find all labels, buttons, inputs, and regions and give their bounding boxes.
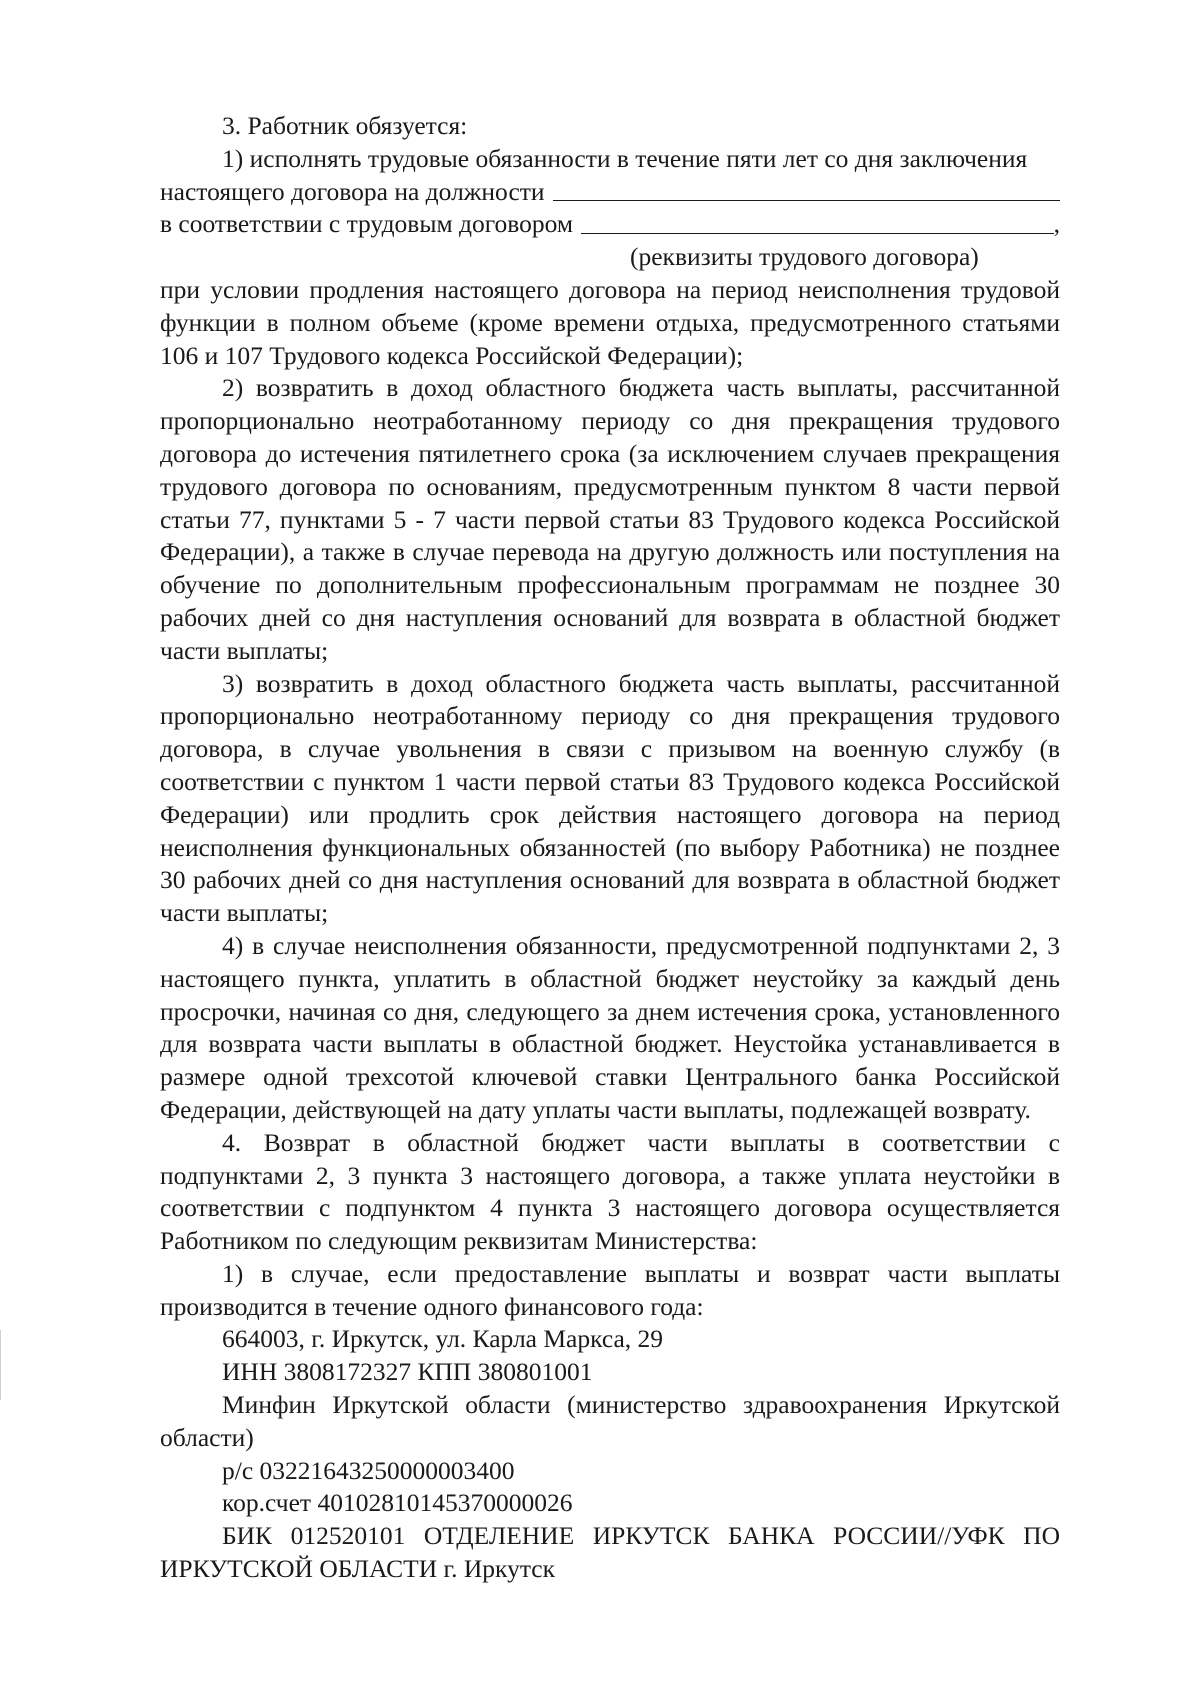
contract-fill-row (160, 208, 1060, 241)
requisite-address: 664003, г. Иркутск, ул. Карла Маркса, 29 (222, 1324, 664, 1354)
contract-label: в соответствии с трудовым договором (160, 209, 574, 239)
item-3-3: 3) возвратить в доход областного бюджета часть выплаты, рассчитанной пропорционально неотработанному периоду со дня прекращения трудового договора, в случае увольнения в связи с призывом на военную службу (в соответствии с пунктом 1 части первой статьи 83 Трудового кодекса Российской Федерации) или продлить срок действия настоящего договора на период неисполнения функциональных обязанностей (по выбору Работника) не позднее 30 рабочих дней со дня наступления оснований для возврата в областной бюджет части выплаты; (160, 668, 1060, 928)
document-body (160, 110, 1060, 1586)
requisite-bik-bank: БИК 012520101 ОТДЕЛЕНИЕ ИРКУТСК БАНКА РОССИИ//УФК ПО ИРКУТСКОЙ ОБЛАСТИ г. Иркутск (160, 1521, 1060, 1584)
item-3-2: 2) возвратить в доход областного бюджета часть выплаты, рассчитанной пропорционально неотработанному периоду со дня прекращения трудового договора до истечения пятилетнего срока (за исключением случаев прекращения трудового договора по основаниям, предусмотренным пунктом 8 части первой статьи 77, пунктами 5 - 7 части первой статьи 83 Трудового кодекса Российской Федерации), а также в случае перевода на другую должность или поступления на обучение по дополнительным профессиональным программам не позднее 30 рабочих дней со дня наступления оснований для возврата в областной бюджет части выплаты; (160, 373, 1060, 665)
requisite-inn-kpp: ИНН 3808172327 КПП 380801001 (222, 1357, 593, 1387)
item-3-4: 4) в случае неисполнения обязанности, предусмотренной подпунктами 2, 3 настоящего пункта, уплатить в областной бюджет неустойку за каждый день просрочки, начиная со дня, следующего за днем истечения срока, установленного для возврата части выплаты в областной бюджет. Неустойка устанавливается в размере одной трехсотой ключевой ставки Центрального банка Российской Федерации, действующей на дату уплаты части выплаты, подлежащей возврату. (160, 930, 1060, 1124)
contract-comma: , (1053, 209, 1060, 239)
requisite-recipient: Минфин Иркутской области (министерство здравоохранения Иркутской области) (160, 1390, 1060, 1452)
section-3-heading: 3. Работник обязуется: (222, 111, 468, 140)
position-label: настоящего договора на должности (160, 176, 545, 206)
contract-requisites-caption: (реквизиты трудового договора) (630, 242, 979, 272)
position-fill-row (160, 176, 1060, 209)
section-4: 4. Возврат в областной бюджет части выплаты в соответствии с подпунктами 2, 3 пункта 3 настоящего договора, а также уплата неустойки в соответствии с подпунктом 4 пункта 3 настоящего договора осуществляется Работником по следующим реквизитам Министерства: (160, 1127, 1060, 1256)
item-3-1-rest: при условии продления настоящего договора на период неисполнения трудовой функции в полном объеме (кроме времени отдыха, предусмотренного статьями 106 и 107 Трудового кодекса Российской Федерации); (160, 274, 1060, 370)
scan-margin-mark (0, 1330, 3, 1400)
item-3-1-line1: 1) исполнять трудовые обязанности в течение пяти лет со дня заключения (222, 143, 1028, 173)
requisite-corr-account: кор.счет 40102810145370000026 (222, 1488, 573, 1518)
requisite-account: р/с 03221643250000003400 (222, 1455, 515, 1485)
contract-blank-line[interactable] (581, 232, 1054, 234)
item-4-1: 1) в случае, если предоставление выплаты и возврат части выплаты производится в течение одного финансового года: (160, 1258, 1060, 1321)
position-blank-line[interactable] (553, 199, 1060, 201)
